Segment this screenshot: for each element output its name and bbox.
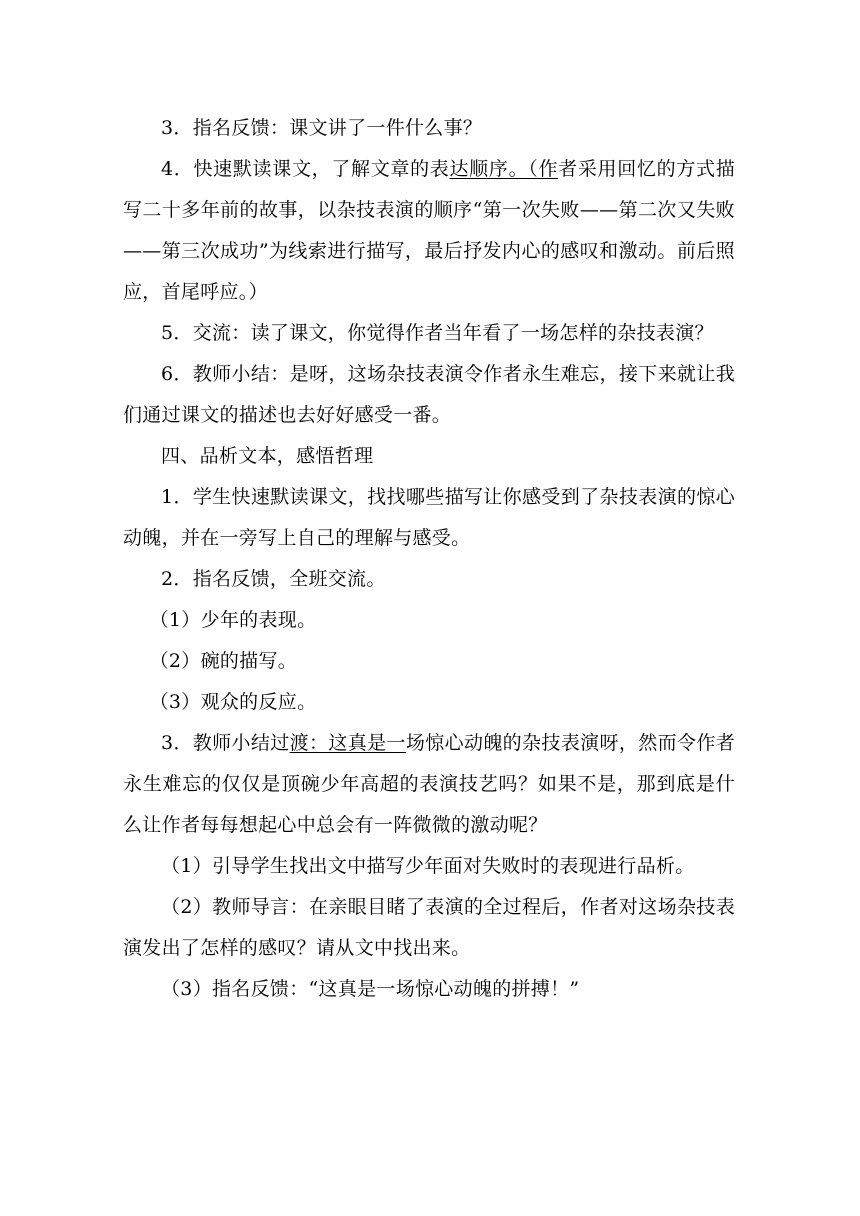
paragraph-transition (123, 723, 735, 846)
paragraph-reading-order (123, 149, 735, 313)
list-item-feedback-quote: （3）指名反馈：“这真是一场惊心动魄的拼搏！” (161, 978, 580, 1000)
list-item-teacher-lead: （2）教师导言：在亲眼目睹了表演的全过程后，作者对这场杂技表演发出了怎样的感叹？请从文中找出来。 (123, 896, 735, 959)
paragraph-transition-part1: 3．教师小结过 (161, 732, 290, 754)
list-item-guide-students: （1）引导学生找出文中描写少年面对失败时的表现进行品析。 (161, 855, 695, 877)
paragraph-exchange: 5．交流：读了课文，你觉得作者当年看了一场怎样的杂技表演？ (161, 322, 714, 344)
paragraph-class-exchange: 2．指名反馈，全班交流。 (161, 568, 386, 590)
list-item-bowl-description: （2）碗的描写。 (149, 650, 298, 672)
paragraph-transition-part3: 场惊心动魄的杂技表演呀，然而令作者永生难忘的仅仅是顶碗少年高超的表演技艺吗？如果不是，那到底是什么让作者每每想起心中总会有一阵微微的激动呢？ (123, 732, 735, 836)
paragraph-reading-order-part3: 者采用回忆的方式描写二十多年前的故事，以杂技表演的顺序“第一次失败——第二次又失败——第三次成功”为线索进行描写，最后抒发内心的感叹和激动。前后照应，首尾呼应。） (123, 158, 735, 303)
paragraph-teacher-summary: 6．教师小结：是呀，这场杂技表演令作者永生难忘，接下来就让我们通过课文的描述也去好好感受一番。 (123, 363, 735, 426)
section-heading-four: 四、品析文本，感悟哲理 (161, 445, 374, 467)
document-body (123, 108, 735, 1010)
paragraph-reading-order-underlined: 达顺序。（作 (449, 158, 559, 180)
paragraph-reading-order-part1: 4．快速默读课文，了解文章的表 (161, 158, 450, 180)
paragraph-transition-underlined: 渡：这真是一 (289, 732, 406, 754)
paragraph-students-read: 1．学生快速默读课文，找找哪些描写让你感受到了杂技表演的惊心动魄，并在一旁写上自己的理解与感受。 (123, 486, 735, 549)
paragraph-feedback-question: 3．指名反馈：课文讲了一件什么事？ (161, 117, 483, 139)
list-item-audience-reaction: （3）观众的反应。 (149, 691, 317, 713)
list-item-boy-performance: （1）少年的表现。 (149, 609, 317, 631)
